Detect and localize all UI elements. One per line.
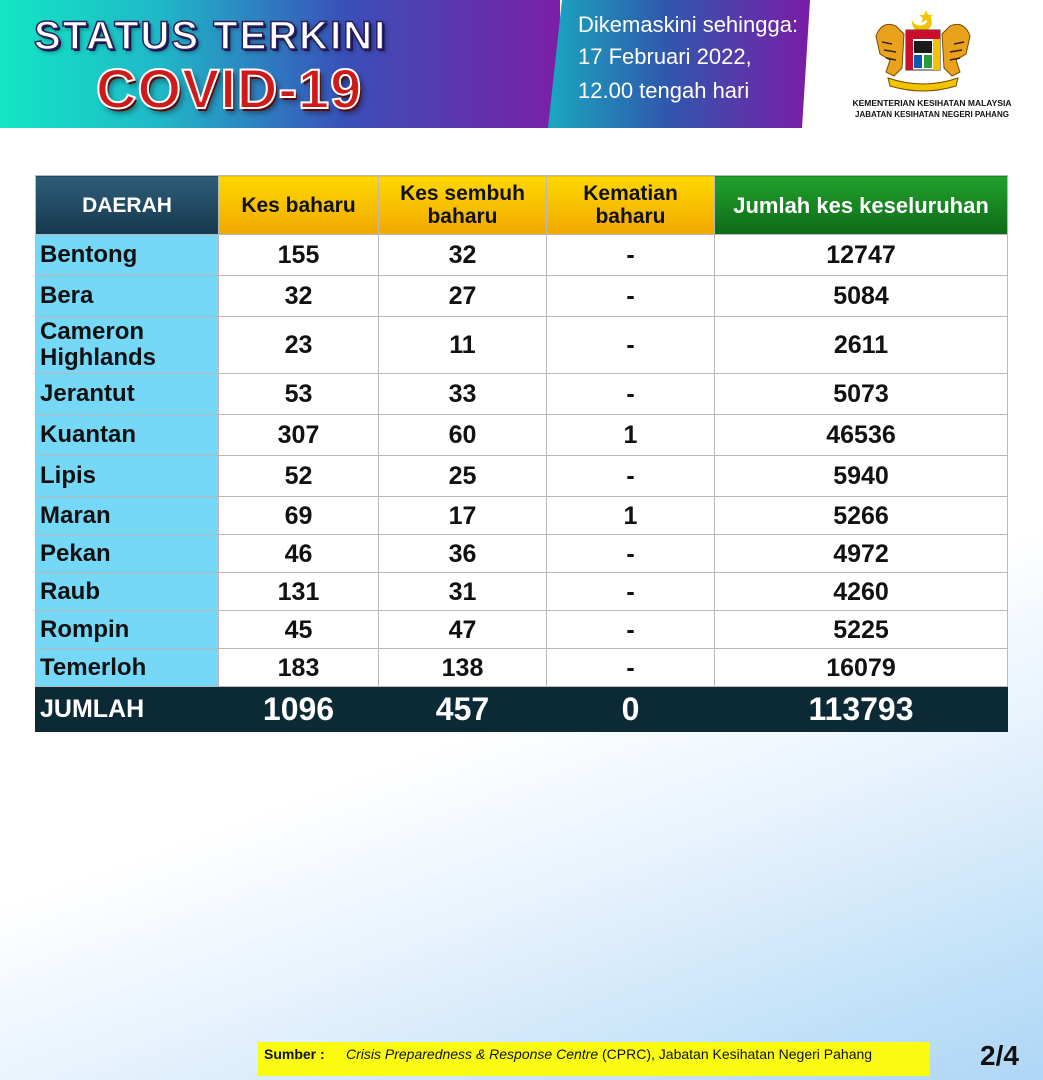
new-cases: 155	[219, 235, 379, 276]
total-cases: 16079	[715, 649, 1008, 687]
col-header-kematian-line2: baharu	[595, 205, 666, 228]
district-name: Kuantan	[36, 415, 219, 456]
total-cases: 5225	[715, 611, 1008, 649]
total-cases: 12747	[715, 235, 1008, 276]
new-recoveries: 31	[379, 573, 547, 611]
updated-label: Dikemaskini sehingga:	[578, 12, 799, 37]
new-deaths: -	[547, 611, 715, 649]
total-label: JUMLAH	[36, 687, 219, 732]
col-header-kematian	[547, 176, 715, 235]
total-new-deaths: 0	[547, 687, 715, 732]
new-cases: 45	[219, 611, 379, 649]
table-row	[36, 497, 1008, 535]
new-cases: 53	[219, 374, 379, 415]
total-cases: 4972	[715, 535, 1008, 573]
district-name: Bentong	[36, 235, 219, 276]
table-row	[36, 649, 1008, 687]
district-name	[36, 317, 219, 374]
page-number: 2/4	[980, 1040, 1019, 1071]
new-recoveries: 60	[379, 415, 547, 456]
district-name: Jerantut	[36, 374, 219, 415]
table-row	[36, 276, 1008, 317]
new-deaths: 1	[547, 415, 715, 456]
covid-district-table	[35, 175, 1008, 732]
total-cases: 5940	[715, 456, 1008, 497]
total-row	[36, 687, 1008, 732]
title-covid19: COVID-19	[96, 57, 363, 120]
table-header-row	[36, 176, 1008, 235]
new-recoveries: 36	[379, 535, 547, 573]
source-dept: (CPRC), Jabatan Kesihatan Negeri Pahang	[598, 1046, 873, 1062]
total-cases: 2611	[715, 317, 1008, 374]
table-row	[36, 456, 1008, 497]
col-header-kes-sembuh-line1: Kes sembuh	[400, 182, 525, 205]
new-cases: 183	[219, 649, 379, 687]
table-row	[36, 415, 1008, 456]
total-new-cases: 1096	[219, 687, 379, 732]
new-recoveries: 17	[379, 497, 547, 535]
col-header-kes-sembuh-line2: baharu	[427, 205, 498, 228]
total-cases: 5084	[715, 276, 1008, 317]
col-header-kematian-line1: Kematian	[583, 182, 678, 205]
new-deaths: -	[547, 535, 715, 573]
total-cases: 4260	[715, 573, 1008, 611]
district-name: Pekan	[36, 535, 219, 573]
new-deaths: -	[547, 276, 715, 317]
new-recoveries: 33	[379, 374, 547, 415]
new-cases: 69	[219, 497, 379, 535]
title-status-terkini: STATUS TERKINI	[34, 14, 388, 58]
new-cases: 131	[219, 573, 379, 611]
new-recoveries: 27	[379, 276, 547, 317]
table-row	[36, 611, 1008, 649]
new-deaths: -	[547, 235, 715, 276]
total-new-recoveries: 457	[379, 687, 547, 732]
district-name-line1: Cameron	[40, 318, 145, 345]
total-cases: 5266	[715, 497, 1008, 535]
col-header-kes-sembuh	[379, 176, 547, 235]
total-cases: 5073	[715, 374, 1008, 415]
district-name: Maran	[36, 497, 219, 535]
new-cases: 307	[219, 415, 379, 456]
table-row	[36, 535, 1008, 573]
grand-total-cases: 113793	[715, 687, 1008, 732]
district-name: Lipis	[36, 456, 219, 497]
new-deaths: -	[547, 649, 715, 687]
updated-time: 12.00 tengah hari	[578, 78, 750, 103]
source-bar	[258, 1042, 930, 1076]
district-name-line2: Highlands	[40, 344, 157, 371]
new-cases: 32	[219, 276, 379, 317]
ministry-name: KEMENTERIAN KESIHATAN MALAYSIA	[852, 98, 1012, 108]
new-recoveries: 138	[379, 649, 547, 687]
new-deaths: -	[547, 573, 715, 611]
table-row	[36, 317, 1008, 374]
new-deaths: -	[547, 374, 715, 415]
new-deaths: -	[547, 456, 715, 497]
col-header-kes-baharu: Kes baharu	[219, 176, 379, 235]
new-recoveries: 25	[379, 456, 547, 497]
district-name: Rompin	[36, 611, 219, 649]
new-cases: 52	[219, 456, 379, 497]
updated-date: 17 Februari 2022,	[578, 44, 752, 69]
new-deaths: -	[547, 317, 715, 374]
district-name: Bera	[36, 276, 219, 317]
total-cases: 46536	[715, 415, 1008, 456]
table-row	[36, 374, 1008, 415]
coat-of-arms-icon	[868, 6, 978, 94]
new-deaths: 1	[547, 497, 715, 535]
table-row	[36, 573, 1008, 611]
new-cases: 23	[219, 317, 379, 374]
col-header-daerah: DAERAH	[36, 176, 219, 235]
department-name: JABATAN KESIHATAN NEGERI PAHANG	[855, 110, 1009, 119]
new-cases: 46	[219, 535, 379, 573]
table-row	[36, 235, 1008, 276]
source-org: Crisis Preparedness & Response Centre	[346, 1046, 599, 1062]
district-name: Temerloh	[36, 649, 219, 687]
source-label: Sumber :	[264, 1046, 325, 1062]
new-recoveries: 32	[379, 235, 547, 276]
new-recoveries: 47	[379, 611, 547, 649]
source-text	[346, 1046, 872, 1062]
new-recoveries: 11	[379, 317, 547, 374]
col-header-jumlah-kes: Jumlah kes keseluruhan	[715, 176, 1008, 235]
district-name: Raub	[36, 573, 219, 611]
